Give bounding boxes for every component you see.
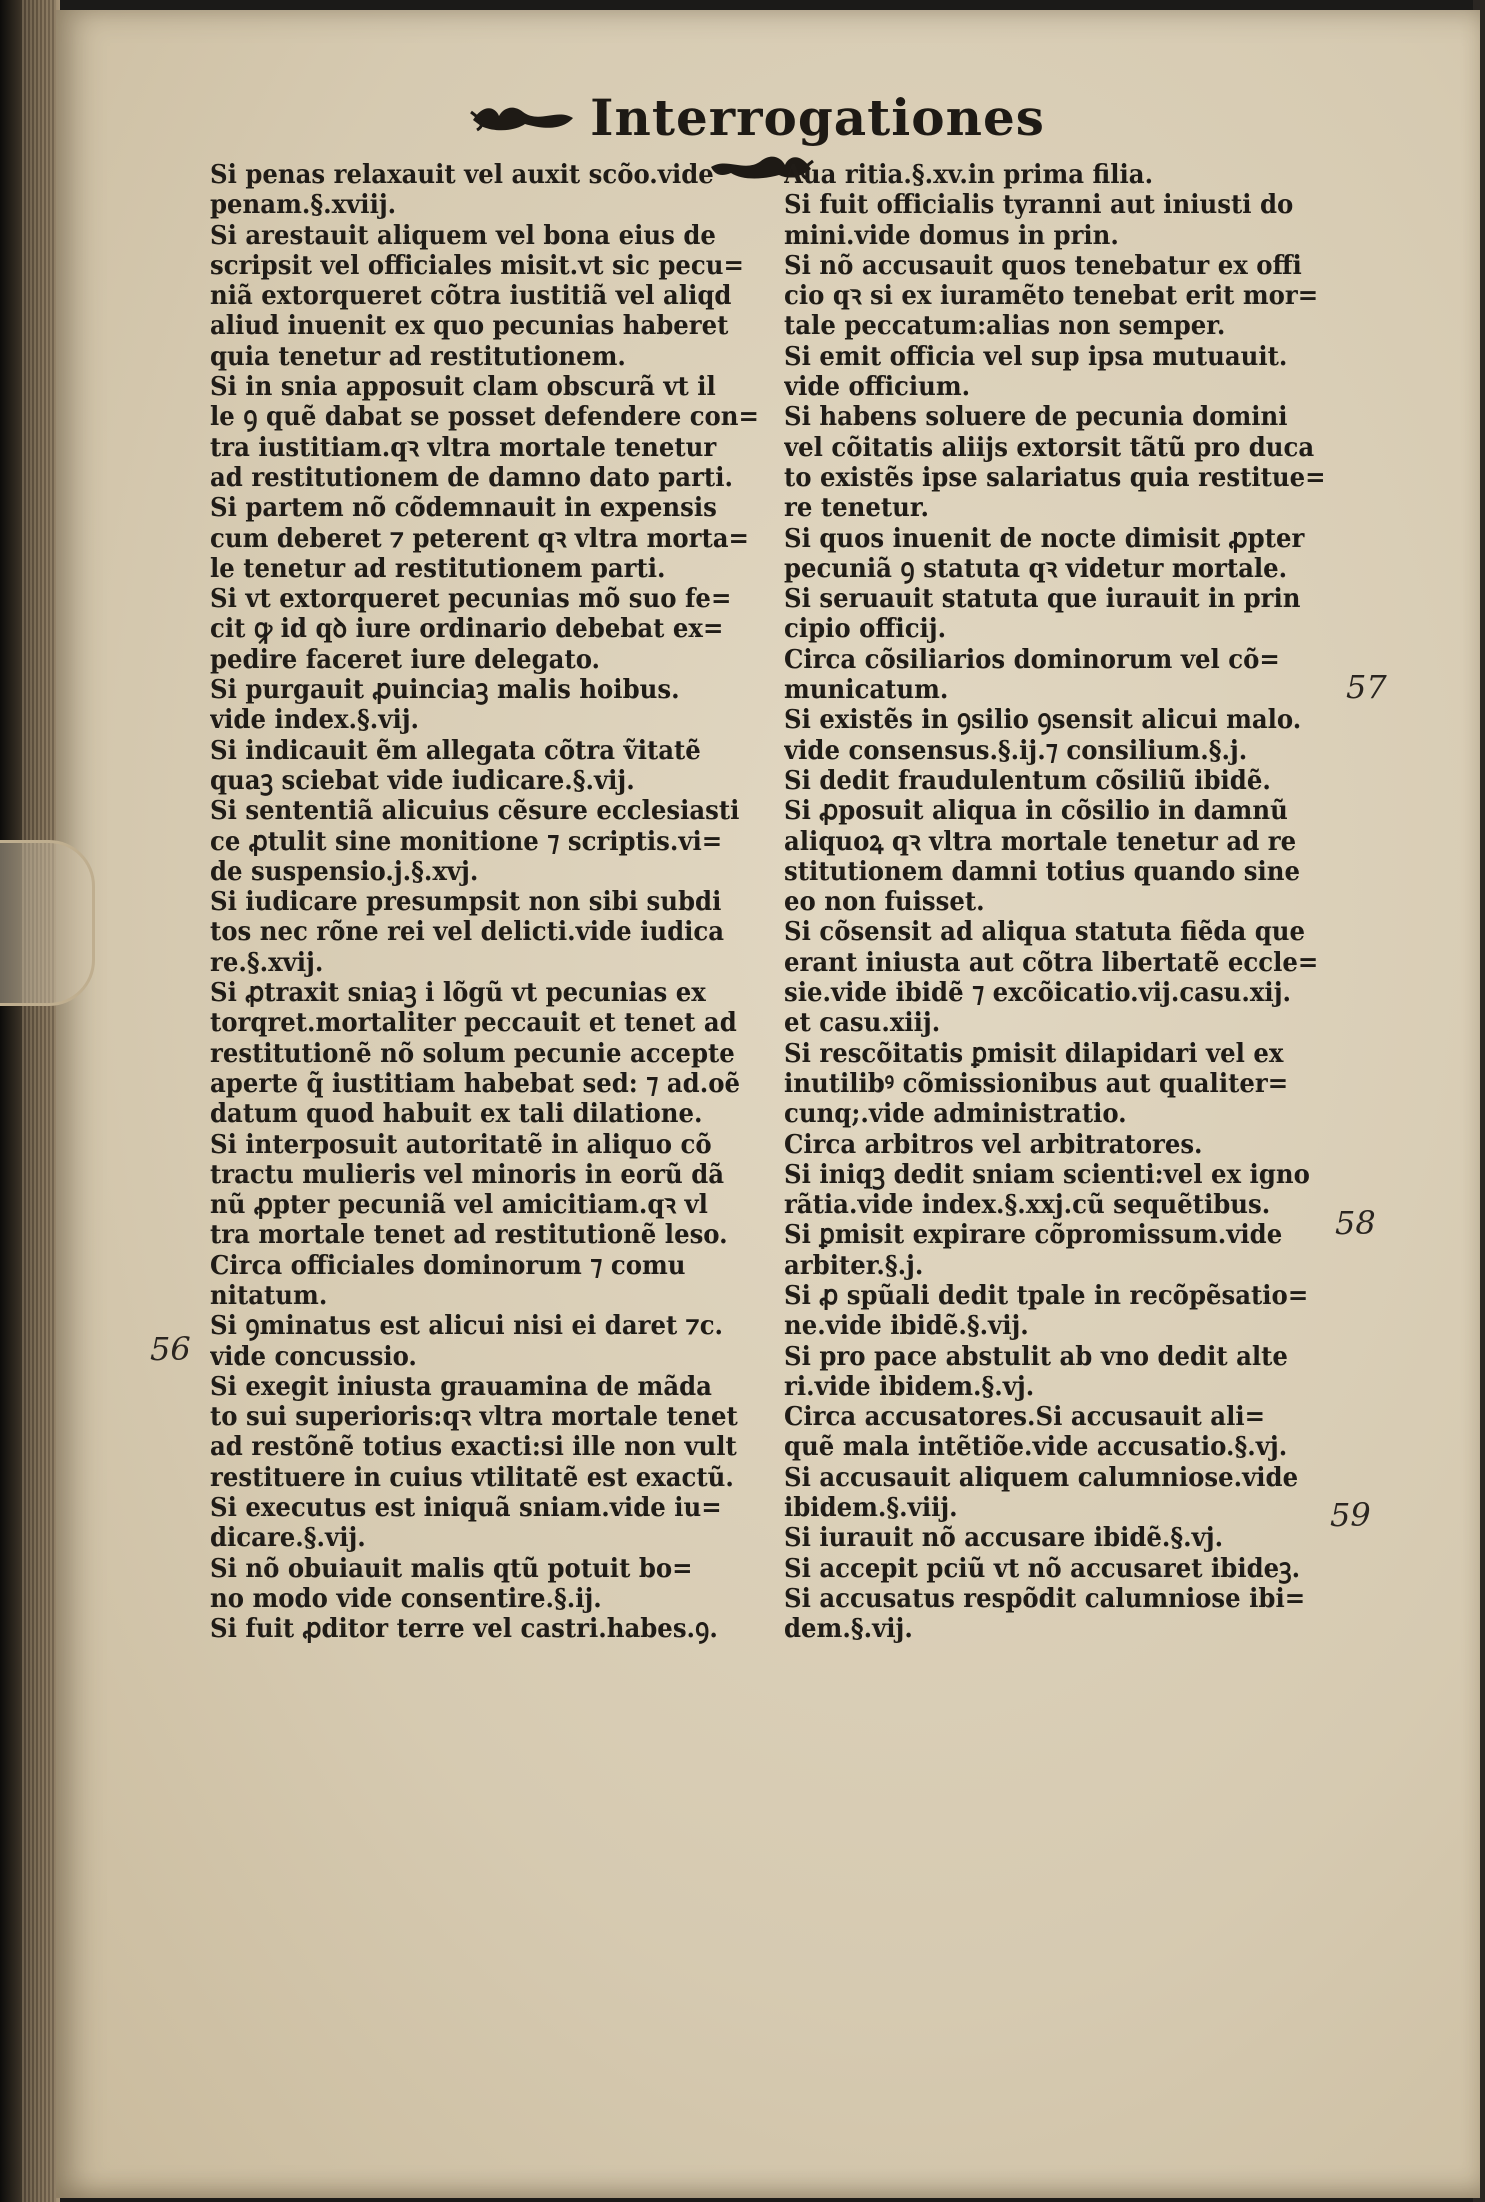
text-line: vide consensus.§.ij.⁊ consilium.§.j. [784,735,1248,766]
text-line: ce ꝓtulit sine monitione ⁊ scriptis.vi= [210,826,723,857]
text-line: cipio officij. [784,614,947,645]
text-line: re.§.xvij. [210,947,324,978]
text-line: vide index.§.vij. [210,705,420,736]
text-line: dicare.§.vij. [210,1523,366,1554]
text-line: erant iniusta aut cõtra libertatẽ eccle= [784,947,1319,978]
text-line: vide concussio. [210,1341,417,1372]
text-line: Si interposuit autoritatẽ in aliquo cõ [210,1129,712,1160]
text-line: scripsit vel officiales misit.vt sic pecu= [210,250,744,281]
marginal-number-56: 56 [150,1330,191,1368]
text-line: Si rescõitatis ꝑmisit dilapidari vel ex [784,1038,1284,1069]
text-line: Si habens soluere de pecunia domini [784,402,1288,433]
text-line: to existẽs ipse salariatus quia restitue= [784,462,1326,493]
text-line: tos nec rõne rei vel delicti.vide iudica [210,917,725,948]
text-line: Circa accusatores.Si accusauit ali= [784,1402,1266,1433]
text-line: Si ꝓtraxit sniaꝫ i lõgũ vt pecunias ex [210,978,706,1009]
text-line: Si sententiã alicuius cẽsure ecclesiasti [210,796,740,827]
text-line: eo non fuisset. [784,887,985,918]
text-line: cit ꝙ id qꝺ iure ordinario debebat ex= [210,614,724,645]
text-line: restituere in cuius vtilitatẽ est exactũ. [210,1462,734,1493]
text-line: pecuniã ꝯ statuta qꝛ videtur mortale. [784,553,1288,584]
text-line: Si accepit pciũ vt nõ accusaret ibideꝫ. [784,1553,1301,1584]
text-line: Si vt extorqueret pecunias mõ suo fe= [210,584,732,615]
text-line: Si quos inuenit de nocte dimisit ꝓpter [784,523,1305,554]
text-line: Si executus est iniquã sniam.vide iu= [210,1493,722,1524]
text-line: de suspensio.j.§.xvj. [210,856,479,887]
text-line: le tenetur ad restitutionem parti. [210,553,666,584]
text-line: et casu.xiij. [784,1008,941,1039]
text-line: cunq;.vide administratio. [784,1099,1127,1130]
text-line: ibidem.§.viij. [784,1493,958,1524]
page-stack [22,0,56,2202]
text-line: rãtia.vide index.§.xxj.cũ sequẽtibus. [784,1190,1271,1221]
text-line: to sui superioris:qꝛ vltra mortale tenet [210,1402,738,1433]
text-line: Si iniqꝫ dedit sniam scienti:vel ex igno [784,1159,1310,1190]
text-line: Si purgauit ꝓuinciaꝫ malis hoibus. [210,675,680,706]
text-line: Circa arbitros vel arbitratores. [784,1129,1203,1160]
text-line: tra mortale tenet ad restitutionẽ leso. [210,1220,728,1251]
text-line: Si nõ obuiauit malis qtũ potuit bo= [210,1553,693,1584]
text-line: Si arestauit aliquem vel bona eius de [210,220,716,251]
text-line: aliquoꝝ qꝛ vltra mortale tenetur ad re [784,826,1297,857]
text-line: ri.vide ibidem.§.vj. [784,1371,1035,1402]
text-line: niã extorqueret cõtra iustitiã vel aliqd [210,281,732,312]
text-line: aperte q̃ iustitiam habebat sed: ⁊ ad.oẽ [210,1068,740,1099]
text-line: Aua ritia.§.xv.in prima filia. [784,160,1154,190]
text-line: Si iudicare presumpsit non sibi subdi [210,887,722,918]
text-line: inutilibꝰ cõmissionibus aut qualiter= [784,1068,1289,1099]
text-line: Si partem nõ cõdemnauit in expensis [210,493,717,524]
text-line: datum quod habuit ex tali dilatione. [210,1099,703,1130]
text-line: nũ ꝓpter pecuniã vel amicitiam.qꝛ vl [210,1190,708,1221]
text-line: sie.vide ibidẽ ⁊ excõicatio.vij.casu.xij. [784,978,1292,1009]
text-line: quẽ mala intẽtiõe.vide accusatio.§.vj. [784,1432,1288,1463]
text-line: Si seruauit statuta que iurauit in prin [784,584,1301,615]
text-line: Si exegit iniusta grauamina de mãda [210,1371,712,1402]
text-line: Si ꝑmisit expirare cõpromissum.vide [784,1220,1283,1251]
left-text-column [210,160,803,1645]
text-line: Si ꝓ spũali dedit tpale in recõpẽsatio= [784,1280,1309,1311]
text-line: Si ꝓposuit aliqua in cõsilio in damnũ [784,796,1288,827]
text-line: Si existẽs in ꝯsilio ꝯsensit alicui malo. [784,705,1302,736]
text-line: no modo vide consentire.§.ij. [210,1583,602,1614]
marginal-number-57: 57 [1346,668,1387,706]
text-line: aliud inuenit ex quo pecunias haberet [210,311,729,342]
text-line: penam.§.xviij. [210,190,397,221]
text-line: tractu mulieris vel minoris in eorũ dã [210,1159,725,1190]
text-line: restitutionẽ nõ solum pecunie accepte [210,1038,735,1069]
text-line: Si accusauit aliquem calumniose.vide [784,1462,1299,1493]
text-line: quia tenetur ad restitutionem. [210,341,626,372]
text-line: Si accusatus respõdit calumniose ibi= [784,1583,1306,1614]
text-line: Si cõsensit ad aliqua statuta fiẽda que [784,917,1306,948]
text-line: tale peccatum:alias non semper. [784,311,1226,342]
marginal-number-59: 59 [1330,1496,1371,1534]
text-line: Circa cõsiliarios dominorum vel cõ= [784,644,1280,675]
text-line: mini.vide domus in prin. [784,220,1119,251]
text-line: nitatum. [210,1280,328,1311]
text-line: torqret.mortaliter peccauit et tenet ad [210,1008,737,1039]
text-line: dem.§.vij. [784,1614,913,1645]
text-line: ad restitutionem de damno dato parti. [210,462,733,493]
text-line: Si fuit officialis tyranni aut iniusti do [784,190,1294,221]
text-line: Si in snia apposuit clam obscurã vt il [210,372,716,403]
text-line: vel cõitatis aliĳs extorsit tãtũ pro duca [784,432,1315,463]
text-line: stitutionem damni totius quando sine [784,856,1300,887]
text-line: Si dedit fraudulentum cõsiliũ ibidẽ. [784,765,1271,796]
text-line: Si nõ accusauit quos tenebatur ex offi [784,250,1302,281]
text-line: Si indicauit ẽm allegata cõtra ṽitatẽ [210,735,701,766]
text-line: tra iustitiam.qꝛ vltra mortale tenetur [210,432,717,463]
text-line: pedire faceret iure delegato. [210,644,601,675]
right-text-column [784,160,1373,1645]
text-line: cum deberet ⁊ peterent qꝛ vltra morta= [210,523,749,554]
text-line: vide officium. [784,372,971,403]
text-line: ad restõnẽ totius exacti:si ille non vult [210,1432,737,1463]
text-line: quaꝫ sciebat vide iudicare.§.vij. [210,765,635,796]
marginal-number-58: 58 [1335,1204,1376,1242]
text-line: Si penas relaxauit vel auxit scõo.vide [210,160,714,190]
text-line: municatum. [784,675,949,706]
text-line: Circa officiales dominorum ⁊ comu [210,1250,686,1281]
text-line: Si fuit ꝓditor terre vel castri.habes.ꝯ. [210,1614,718,1645]
page-tab-marker [0,840,95,1006]
page-heading: Interrogationes [590,88,1045,147]
text-line: cio qꝛ si ex iuramẽto tenebat erit mor= [784,281,1319,312]
text-line: re tenetur. [784,493,929,524]
text-line: Si ꝯminatus est alicui nisi ei daret ⁊c. [210,1311,724,1342]
text-line: Si emit officia vel sup ipsa mutuauit. [784,341,1288,372]
text-line: ne.vide ibidẽ.§.vij. [784,1311,1029,1342]
left-ornament-icon [469,98,579,138]
text-line: Si iurauit nõ accusare ibidẽ.§.vj. [784,1523,1224,1554]
text-line: Si pro pace abstulit ab vno dedit alte [784,1341,1288,1372]
text-line: le ꝯ quẽ dabat se posset defendere con= [210,402,759,433]
text-line: arbiter.§.j. [784,1250,924,1281]
running-head [430,88,1090,158]
